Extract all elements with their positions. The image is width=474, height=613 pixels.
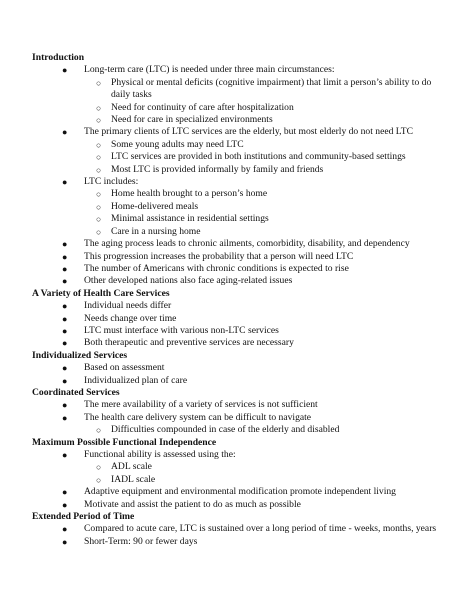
hollow-bullet-icon: ○: [96, 164, 102, 175]
sub-bullet-text: Physical or mental deficits (cognitive impairment) that limit a person’s ability to do daily tasks: [111, 76, 432, 101]
sub-bullet-text: IADL scale: [111, 473, 156, 485]
bullet-item: [32, 399, 452, 411]
hollow-bullet-icon: ○: [96, 152, 102, 163]
sub-bullet-item: [32, 114, 452, 126]
sub-bullet-item: [32, 164, 452, 176]
sub-bullet-text: Difficulties compounded in case of the elderly and disabled: [111, 424, 340, 436]
bullet-item: [32, 375, 452, 387]
hollow-bullet-icon: ○: [96, 201, 102, 212]
bullet-text: Needs change over time: [84, 312, 177, 324]
hollow-bullet-icon: ○: [96, 425, 102, 436]
sub-bullet-text: Home-delivered meals: [111, 200, 199, 212]
bullet-text: Short-Term: 90 or fewer days: [84, 535, 198, 547]
bullet-item: [32, 449, 452, 461]
sub-bullet-item: [32, 188, 452, 200]
bullet-text: Long-term care (LTC) is needed under three main circumstances:: [84, 64, 335, 76]
filled-bullet-icon: ●: [62, 65, 68, 76]
sub-bullet-text: Need for continuity of care after hospitalization: [111, 101, 294, 113]
filled-bullet-icon: ●: [62, 313, 68, 324]
filled-bullet-icon: ●: [62, 524, 68, 535]
bullet-item: [32, 412, 452, 424]
bullet-text: LTC includes:: [84, 176, 139, 188]
bullet-text: Individualized plan of care: [84, 374, 188, 386]
filled-bullet-icon: ●: [62, 239, 68, 250]
bullet-item: [32, 523, 452, 535]
sub-bullet-text: Most LTC is provided informally by family and friends: [111, 163, 324, 175]
bullet-item: [32, 238, 452, 250]
bullet-item: [32, 176, 452, 188]
hollow-bullet-icon: ○: [96, 214, 102, 225]
hollow-bullet-icon: ○: [96, 474, 102, 485]
bullet-text: The health care delivery system can be difficult to navigate: [84, 411, 312, 423]
bullet-item: [32, 486, 452, 498]
bullet-item: [32, 362, 452, 374]
bullet-item: [32, 300, 452, 312]
bullet-text: The number of Americans with chronic conditions is expected to rise: [84, 262, 349, 274]
filled-bullet-icon: ●: [62, 400, 68, 411]
sub-bullet-item: [32, 102, 452, 114]
section-heading: Extended Period of Time: [32, 511, 135, 523]
document-body: [32, 52, 452, 548]
section-heading: A Variety of Health Care Services: [32, 287, 170, 299]
filled-bullet-icon: ●: [62, 127, 68, 138]
bullet-text: The mere availability of a variety of services is not sufficient: [84, 399, 318, 411]
sub-bullet-text: Minimal assistance in residential settings: [111, 213, 269, 225]
section-heading: Individualized Services: [32, 349, 128, 361]
filled-bullet-icon: ●: [62, 487, 68, 498]
bullet-item: [32, 275, 452, 287]
filled-bullet-icon: ●: [62, 450, 68, 460]
bullet-item: [32, 64, 452, 76]
bullet-item: [32, 499, 452, 511]
sub-bullet-text: Some young adults may need LTC: [111, 138, 244, 150]
hollow-bullet-icon: ○: [96, 462, 102, 473]
sub-bullet-item: [32, 151, 452, 163]
sub-bullet-text: LTC services are provided in both institutions and community-based settings: [111, 151, 406, 163]
bullet-text: LTC must interface with various non-LTC services: [84, 324, 279, 336]
bullet-text: Compared to acute care, LTC is sustained over a long period of time - weeks, months, years: [84, 523, 437, 535]
sub-bullet-item: [32, 461, 452, 473]
filled-bullet-icon: ●: [62, 325, 68, 336]
bullet-item: [32, 263, 452, 275]
bullet-item: [32, 126, 452, 138]
bullet-text: Motivate and assist the patient to do as much as possible: [84, 498, 301, 510]
hollow-bullet-icon: ○: [96, 77, 102, 88]
bullet-text: Other developed nations also face aging-related issues: [84, 275, 293, 287]
filled-bullet-icon: ●: [62, 301, 68, 312]
sub-bullet-item: [32, 424, 452, 436]
sub-bullet-item: [32, 139, 452, 151]
sub-bullet-text: Need for care in specialized environments: [111, 114, 273, 126]
sub-bullet-item: [32, 77, 452, 102]
hollow-bullet-icon: ○: [96, 102, 102, 113]
filled-bullet-icon: ●: [62, 536, 68, 547]
section-heading: Maximum Possible Functional Independence: [32, 436, 217, 448]
filled-bullet-icon: ●: [62, 177, 68, 188]
hollow-bullet-icon: ○: [96, 139, 102, 150]
hollow-bullet-icon: ○: [96, 189, 102, 200]
filled-bullet-icon: ●: [62, 251, 68, 262]
sub-bullet-text: ADL scale: [111, 461, 152, 473]
bullet-item: [32, 313, 452, 325]
bullet-text: The primary clients of LTC services are the elderly, but most elderly do not need LTC: [84, 126, 414, 138]
bullet-text: Based on assessment: [84, 362, 165, 374]
sub-bullet-item: [32, 474, 452, 486]
sub-bullet-text: Care in a nursing home: [111, 225, 201, 237]
filled-bullet-icon: ●: [62, 499, 68, 510]
filled-bullet-icon: ●: [62, 263, 68, 274]
bullet-text: The aging process leads to chronic ailments, comorbidity, disability, and dependency: [84, 238, 410, 250]
sub-bullet-text: Home health brought to a person’s home: [111, 188, 268, 200]
hollow-bullet-icon: ○: [96, 226, 102, 237]
bullet-text: Individual needs differ: [84, 300, 172, 312]
filled-bullet-icon: ●: [62, 338, 68, 349]
bullet-item: [32, 536, 452, 548]
filled-bullet-icon: ●: [62, 276, 68, 287]
filled-bullet-icon: ●: [62, 412, 68, 423]
bullet-item: [32, 337, 452, 349]
hollow-bullet-icon: ○: [96, 115, 102, 126]
section-heading: Introduction: [32, 52, 85, 63]
bullet-item: [32, 251, 452, 263]
bullet-text: Both therapeutic and preventive services are necessary: [84, 337, 294, 349]
sub-bullet-item: [32, 201, 452, 213]
sub-bullet-item: [32, 213, 452, 225]
filled-bullet-icon: ●: [62, 363, 68, 374]
filled-bullet-icon: ●: [62, 375, 68, 386]
sub-bullet-item: [32, 226, 452, 238]
section-heading: Coordinated Services: [32, 386, 120, 398]
bullet-text: Functional ability is assessed using the:: [84, 449, 236, 460]
bullet-text: This progression increases the probability that a person will need LTC: [84, 250, 354, 262]
bullet-text: Adaptive equipment and environmental modification promote independent living: [84, 486, 396, 498]
bullet-item: [32, 325, 452, 337]
